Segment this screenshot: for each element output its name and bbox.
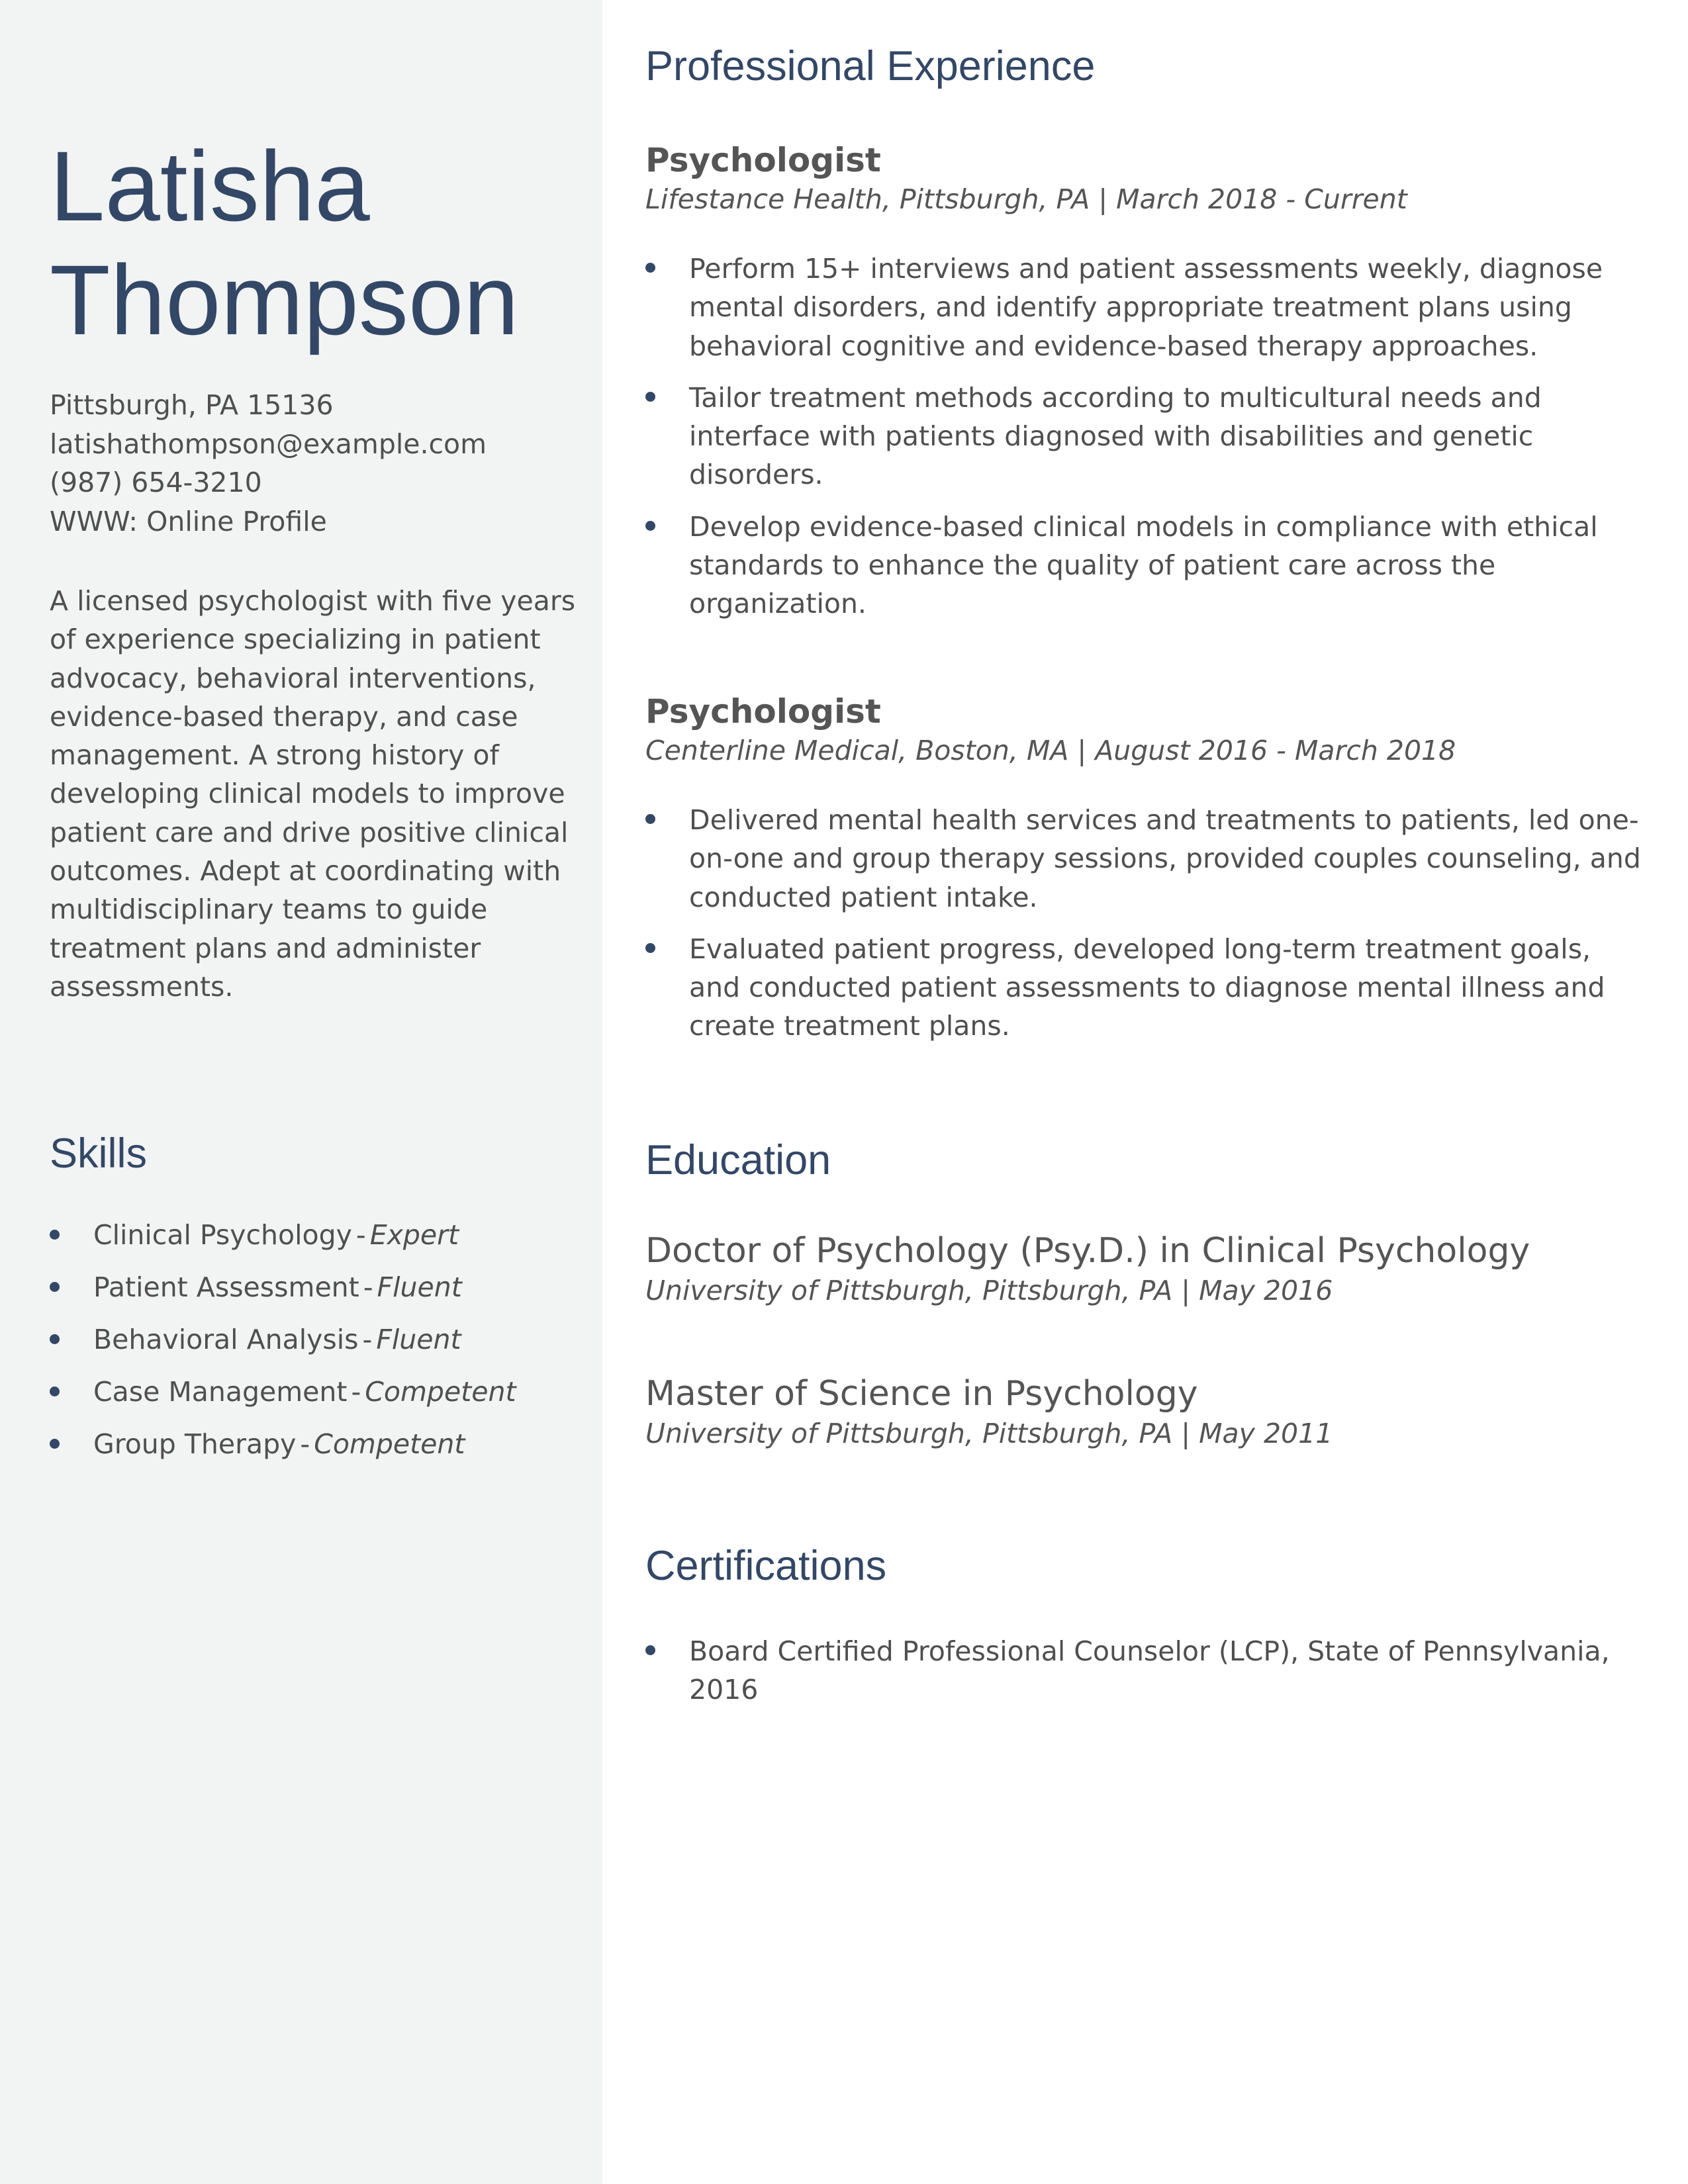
contact-website[interactable]: WWW: Online Profile: [50, 505, 327, 537]
job-entry: [645, 140, 1658, 637]
bullet-icon: [50, 1282, 60, 1292]
skill-name: Case Management: [93, 1376, 348, 1408]
skill-item: [50, 1426, 516, 1478]
certification-item: [645, 1632, 1658, 1709]
skill-separator: -: [355, 1219, 366, 1251]
skill-item: [50, 1373, 516, 1426]
bullet-icon: [645, 392, 655, 402]
job-bullet: [645, 379, 1642, 494]
job-bullets: [645, 801, 1642, 1046]
skill-separator: -: [351, 1376, 361, 1408]
job-bullet-text: Tailor treatment methods according to multicultural needs and interface with patients diagnosed with disabilities and genetic disorders.: [689, 381, 1542, 491]
contact-email[interactable]: latishathompson@example.com: [50, 428, 487, 460]
job-bullet-text: Evaluated patient progress, developed long-term treatment goals, and conducted patient assessments to diagnose mental illness and create treatment plans.: [689, 933, 1605, 1042]
bullet-icon: [645, 521, 655, 531]
contact-location: Pittsburgh, PA 15136: [50, 389, 334, 421]
job-entry: [645, 691, 1658, 1059]
bullet-icon: [50, 1230, 60, 1240]
skill-name: Group Therapy: [93, 1428, 297, 1460]
degree-name: Doctor of Psychology (Psy.D.) in Clinical Psychology: [645, 1231, 1530, 1271]
main-content: [645, 0, 1658, 2184]
bullet-icon: [50, 1387, 60, 1396]
certifications-list: [645, 1632, 1658, 1723]
skill-item: [50, 1216, 516, 1269]
bullet-icon: [645, 1645, 655, 1655]
education-heading: Education: [645, 1137, 831, 1183]
skill-separator: -: [300, 1428, 310, 1460]
job-title: Psychologist: [645, 141, 881, 179]
certifications-heading: Certifications: [645, 1543, 887, 1589]
job-bullet: [645, 801, 1642, 917]
skill-level: Competent: [365, 1376, 516, 1408]
skill-separator: -: [362, 1324, 373, 1355]
job-bullet: [645, 930, 1642, 1046]
job-bullet-text: Perform 15+ interviews and patient assessments weekly, diagnose mental disorders, and identify appropriate treatment plans using behavioral cognitive and evidence-based therapy approaches.: [689, 253, 1603, 362]
bullet-icon: [645, 814, 655, 824]
education-entry: [645, 1230, 1658, 1309]
skills-list: [50, 1216, 516, 1478]
experience-heading: Professional Experience: [645, 43, 1096, 89]
contact-phone[interactable]: (987) 654-3210: [50, 467, 262, 498]
degree-name: Master of Science in Psychology: [645, 1374, 1198, 1414]
certification-text: Board Certified Professional Counselor (LCP), State of Pennsylvania, 2016: [689, 1635, 1610, 1706]
skill-separator: -: [363, 1271, 373, 1303]
skill-level: Competent: [314, 1428, 465, 1460]
degree-meta: University of Pittsburgh, Pittsburgh, PA | May 2016: [645, 1275, 1333, 1306]
bullet-icon: [645, 943, 655, 953]
sidebar: [0, 0, 602, 2184]
skill-name: Clinical Psychology: [93, 1219, 352, 1251]
skill-item: [50, 1269, 516, 1321]
education-entry: [645, 1373, 1658, 1452]
skill-name: Patient Assessment: [93, 1271, 359, 1303]
job-bullet: [645, 508, 1642, 623]
skill-item: [50, 1321, 516, 1373]
skill-level: Expert: [369, 1219, 459, 1251]
candidate-name: [50, 129, 519, 357]
bullet-icon: [50, 1334, 60, 1344]
skill-name: Behavioral Analysis: [93, 1324, 359, 1355]
professional-summary: A licensed psychologist with five years of experience specializing in patient advocacy, behavioral interventions, evidence-based therapy, and case management. A strong history of developing clinical models to improve patient care and drive positive clinical outcomes. Adept at coordinating with multidisciplinary teams to guide treatment plans and administer assessments.: [50, 585, 576, 1003]
skill-level: Fluent: [377, 1271, 462, 1303]
job-meta: Lifestance Health, Pittsburgh, PA | March 2018 - Current: [645, 183, 1407, 215]
job-bullet-text: Develop evidence-based clinical models in compliance with ethical standards to enhance the quality of patient care across the organization.: [689, 510, 1598, 620]
bullet-icon: [645, 263, 655, 273]
job-bullets: [645, 250, 1642, 623]
last-name: Thompson: [50, 244, 519, 355]
job-bullet-text: Delivered mental health services and treatments to patients, led one-on-one and group therapy sessions, provided couples counseling, and conducted patient intake.: [689, 804, 1641, 913]
skill-level: Fluent: [376, 1324, 461, 1355]
job-title: Psychologist: [645, 692, 881, 731]
first-name: Latisha: [50, 130, 370, 242]
skills-heading: Skills: [50, 1130, 148, 1177]
job-meta: Centerline Medical, Boston, MA | August 2016 - March 2018: [645, 735, 1456, 766]
job-bullet: [645, 250, 1642, 365]
bullet-icon: [50, 1439, 60, 1449]
degree-meta: University of Pittsburgh, Pittsburgh, PA | May 2011: [645, 1418, 1333, 1449]
contact-info: [50, 386, 487, 541]
